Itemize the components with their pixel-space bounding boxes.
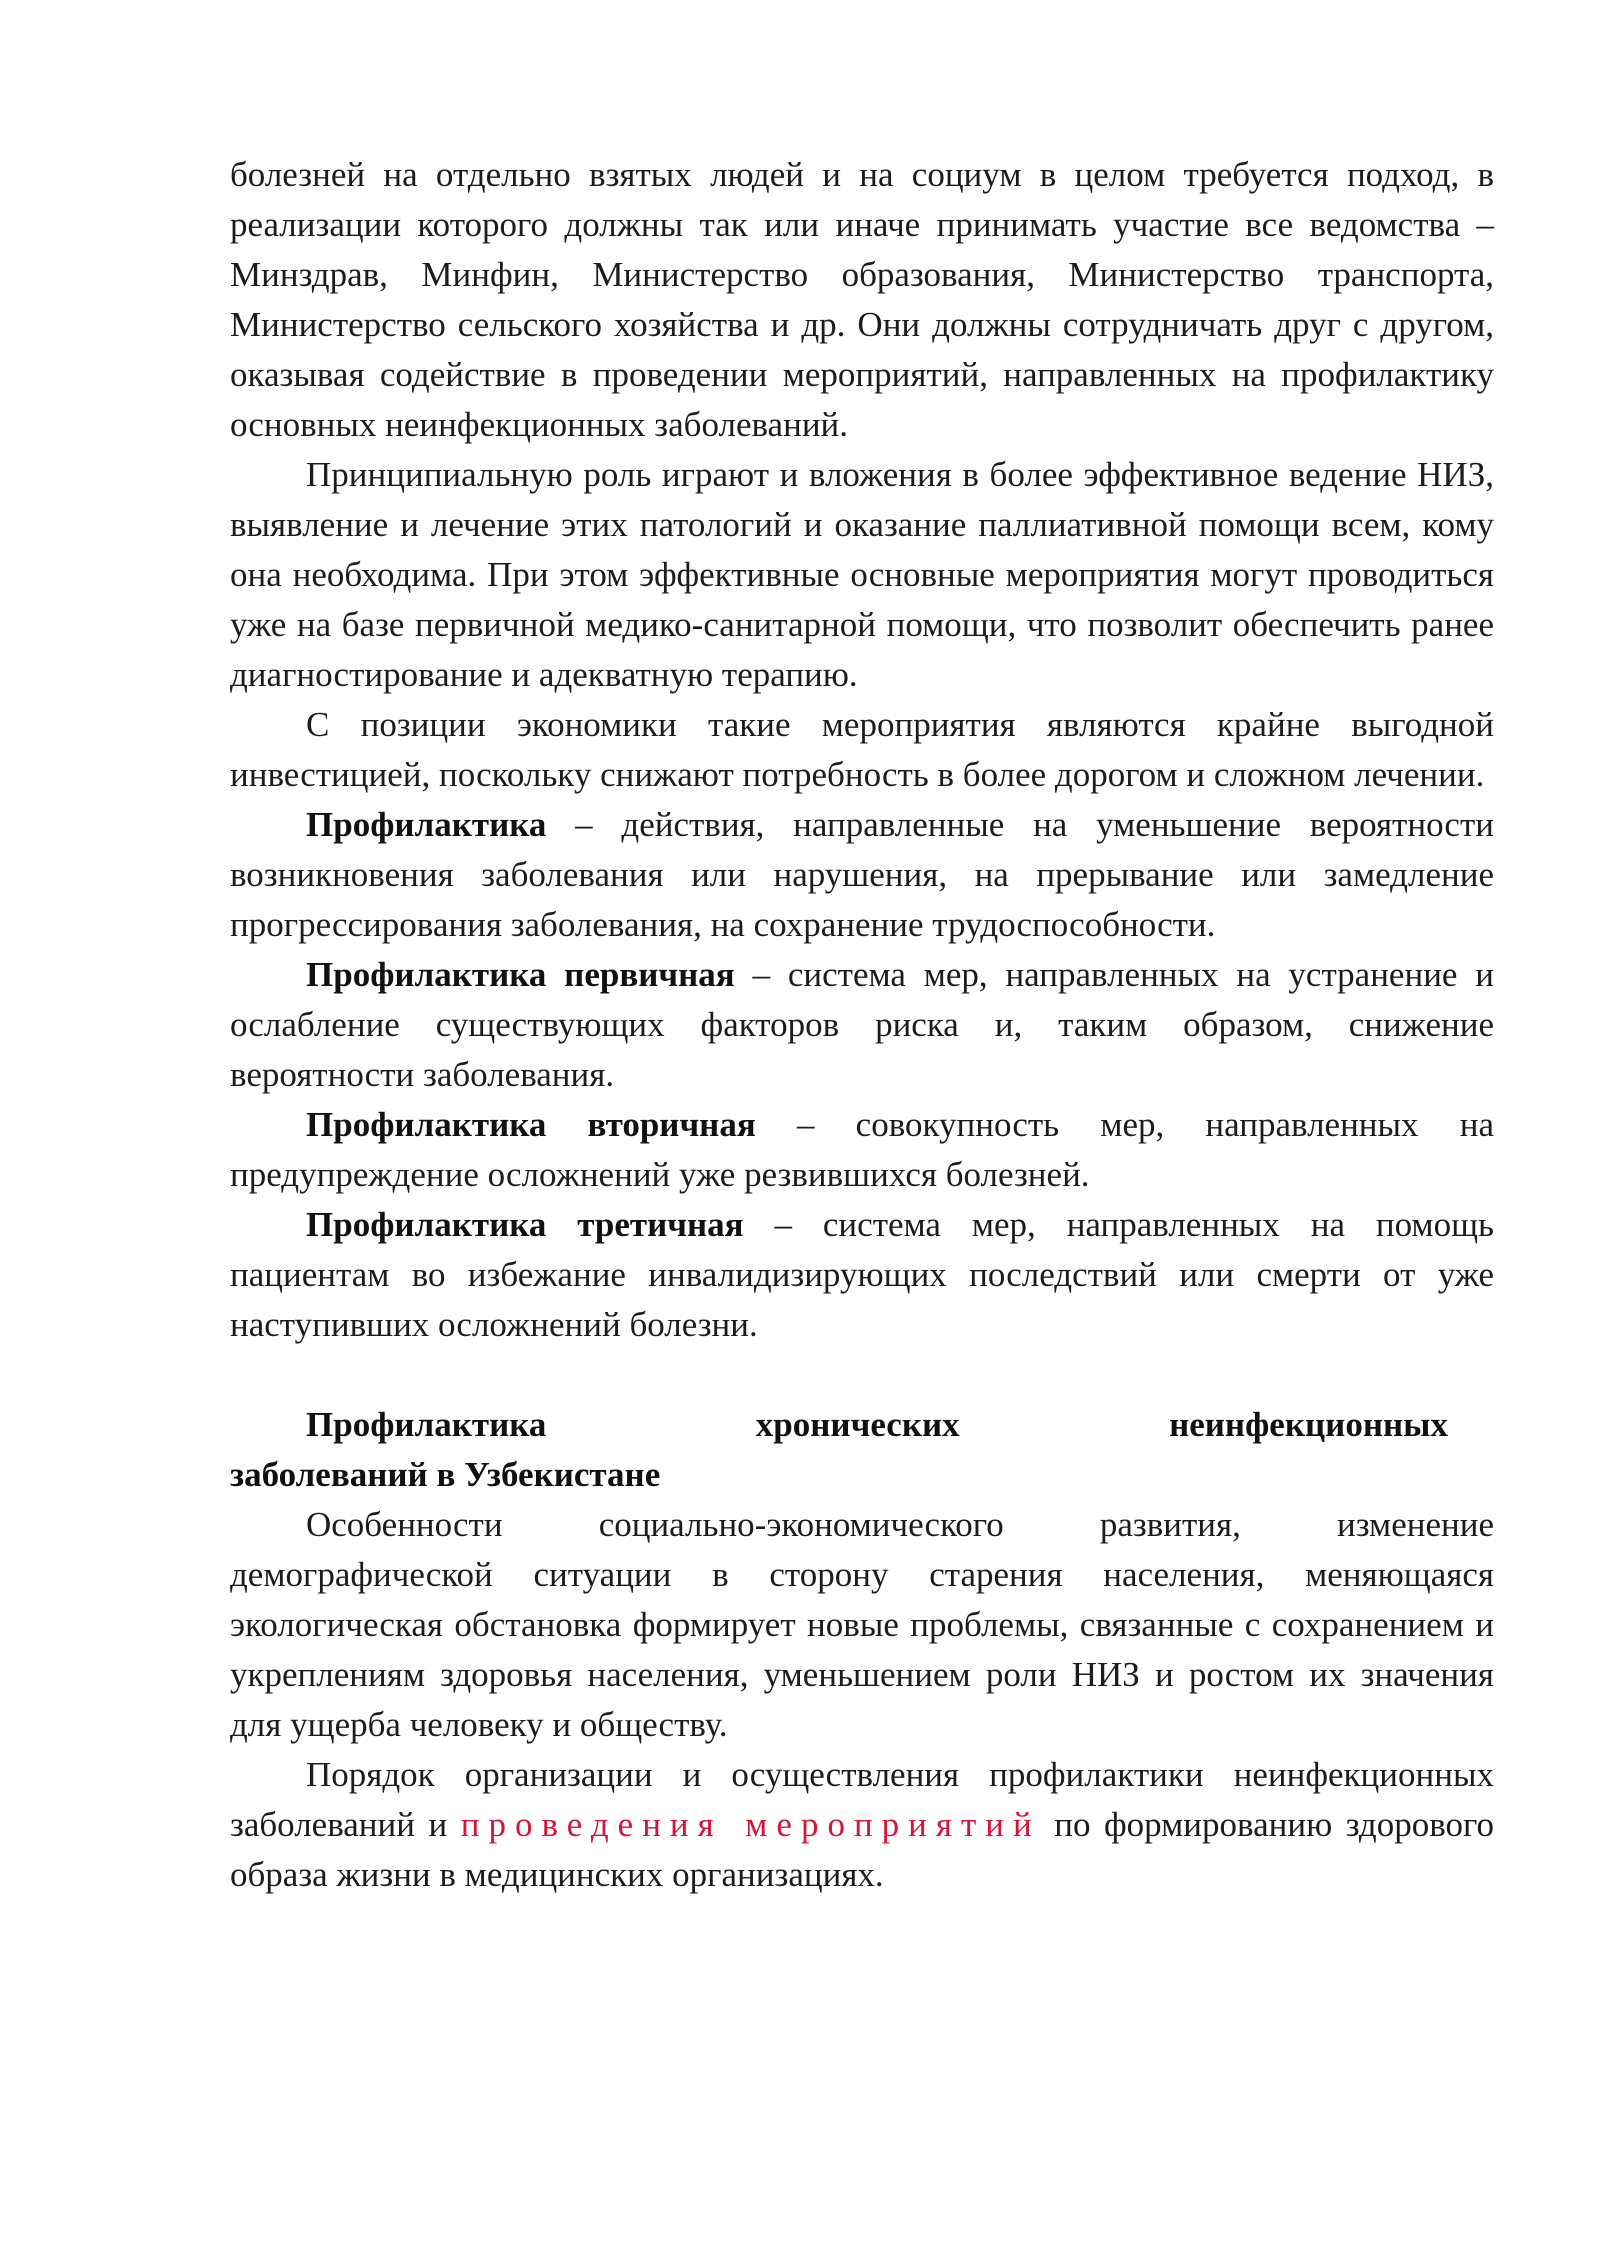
procedure-text: Порядок организации и осуществления профилактики неинфекционных заболеваний и	[230, 1755, 1494, 1844]
definition-term: Профилактика	[306, 805, 547, 844]
document-page	[230, 150, 1494, 1900]
definition-term: Профилактика вторичная	[306, 1105, 756, 1144]
highlighted-text: проведения мероприятий	[460, 1805, 1041, 1844]
paragraph-principal-role: Принципиальную роль играют и вложения в более эффективное ведение НИЗ, выявление и лечение этих патологий и оказание паллиативной помощи всем, кому она необходима. При этом эффективные основные мероприятия могут проводиться уже на базе первичной медико-санитарной помощи, что позволит обеспечить ранее диагностирование и адекватную терапию.	[230, 455, 1494, 694]
heading-word: хронических	[755, 1405, 960, 1444]
blank-line	[230, 1350, 1494, 1400]
definition-text: – совокупность мер, направленных на предупреждение осложнений уже резвившихся болезней.	[230, 1105, 1494, 1194]
definition-text: – система мер, направленных на устранение и ослабление существующих факторов риска и, таким образом, снижение вероятности заболевания.	[230, 955, 1494, 1094]
section-heading	[230, 1400, 1494, 1450]
paragraph-economics: С позиции экономики такие мероприятия являются крайне выгодной инвестицией, поскольку снижают потребность в более дорогом и сложном лечении.	[230, 705, 1494, 794]
paragraph-features: Особенности социально-экономического развития, изменение демографической ситуации в сторону старения населения, меняющаяся экологическая обстановка формирует новые проблемы, связанные с сохранением и укреплениям здоровья населения, уменьшением роли НИЗ и ростом их значения для ущерба человеку и обществу.	[230, 1505, 1494, 1744]
paragraph-procedure	[230, 1750, 1494, 1900]
heading-word: Профилактика	[306, 1405, 547, 1444]
procedure-text: по формированию здорового образа жизни в медицинских организациях.	[230, 1805, 1494, 1894]
paragraph-intro: болезней на отдельно взятых людей и на социум в целом требуется подход, в реализации которого должны так или иначе принимать участие все ведомства – Минздрав, Минфин, Министерство образования, Министерство транспорта, Министерство сельского хозяйства и др. Они должны сотрудничать друг с другом, оказывая содействие в проведении мероприятий, направленных на профилактику основных неинфекционных заболеваний.	[230, 155, 1494, 444]
definition-text: – действия, направленные на уменьшение вероятности возникновения заболевания или нарушения, на прерывание или замедление прогрессирования заболевания, на сохранение трудоспособности.	[230, 805, 1494, 944]
definition-prophylaxis	[230, 800, 1494, 950]
definition-term: Профилактика третичная	[306, 1205, 744, 1244]
section-heading-line2: заболеваний в Узбекистане	[230, 1455, 661, 1494]
definition-text: – система мер, направленных на помощь пациентам во избежание инвалидизирующих последствий или смерти от уже наступивших осложнений болезни.	[230, 1205, 1494, 1344]
heading-word: неинфекционных	[1169, 1405, 1449, 1444]
definition-term: Профилактика первичная	[306, 955, 735, 994]
definition-primary	[230, 950, 1494, 1100]
definition-secondary	[230, 1100, 1494, 1200]
definition-tertiary	[230, 1200, 1494, 1350]
